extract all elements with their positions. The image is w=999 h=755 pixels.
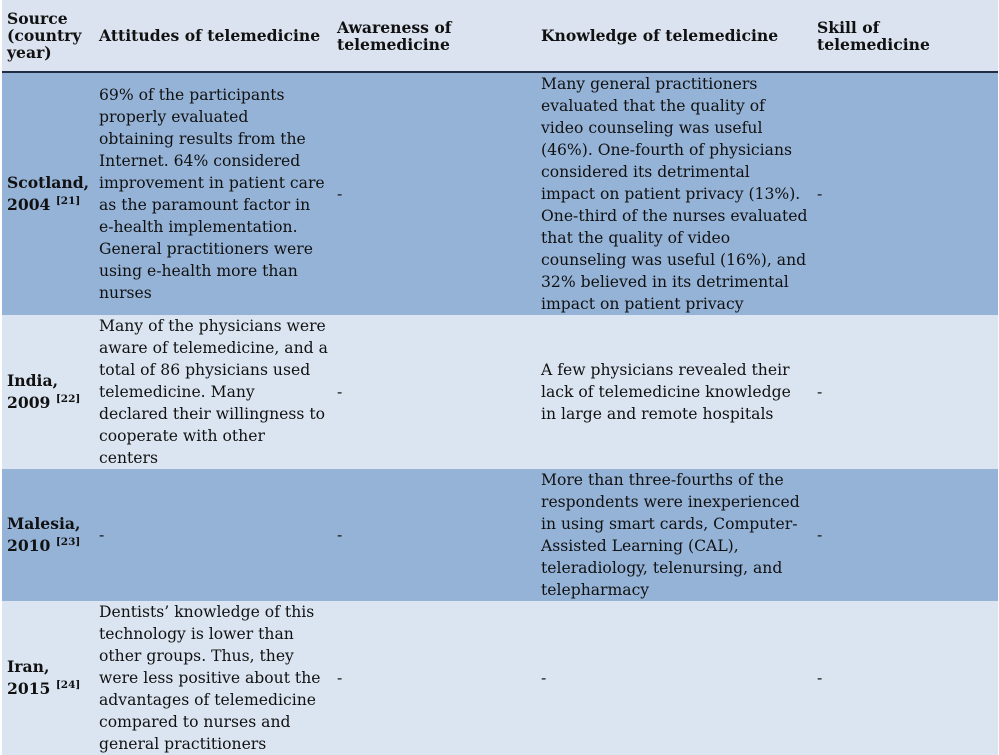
reference: [23] (55, 535, 81, 548)
source-cell (2, 469, 94, 601)
header-source: Source (country year) (2, 0, 94, 72)
knowledge-cell: A few physicians revealed their lack of telemedicine knowledge in large and remote hospitals (541, 361, 791, 423)
knowledge-cell: Many general practitioners evaluated that the quality of video counseling was useful (46%). One-fourth of physicians considered its detrimental impact on patient privacy (13%). One-third of the nurses evaluated that the quality of video counseling was useful (16%), and 32% believed in its detrimental impact on patient privacy (541, 75, 808, 313)
awareness-cell: - (337, 383, 343, 401)
reference: [24] (55, 678, 81, 691)
skill-cell: - (817, 383, 823, 401)
attitudes-cell: 69% of the participants properly evaluated obtaining results from the Internet. 64% considered improvement in patient care as the paramount factor in e-health implementation. General practitioners were using e-health more than nurses (99, 86, 325, 302)
telemedicine-table (2, 0, 998, 755)
source-text: Malesia, 2010 (7, 514, 81, 555)
awareness-cell: - (337, 669, 343, 687)
skill-cell: - (817, 526, 823, 544)
header-row (2, 0, 998, 72)
knowledge-cell: More than three-fourths of the respondents were inexperienced in using smart cards, Computer-Assisted Learning (CAL), teleradiology, telenursing, and telepharmacy (541, 471, 800, 599)
source-cell (2, 601, 94, 755)
table-row (2, 601, 998, 755)
header-skill: Skill of telemedicine (812, 0, 998, 72)
header-knowledge: Knowledge of telemedicine (536, 0, 812, 72)
knowledge-cell: - (541, 669, 547, 687)
source-cell (2, 315, 94, 469)
table-row (2, 469, 998, 601)
source-text: India, 2009 (7, 371, 58, 412)
source-cell (2, 72, 94, 315)
awareness-cell: - (337, 526, 343, 544)
reference: [22] (55, 392, 81, 405)
source-text: Iran, 2015 (7, 657, 51, 698)
awareness-cell: - (337, 185, 343, 203)
source-text: Scotland, 2004 (7, 173, 90, 214)
table-row (2, 72, 998, 315)
header-attitudes: Attitudes of telemedicine (94, 0, 332, 72)
header-awareness: Awareness of telemedicine (332, 0, 536, 72)
attitudes-cell: Dentists’ knowledge of this technology is lower than other groups. Thus, they were less positive about the advantages of telemedicine compared to nurses and general practitioners (99, 603, 321, 753)
table-row (2, 315, 998, 469)
attitudes-cell: - (99, 526, 105, 544)
skill-cell: - (817, 669, 823, 687)
skill-cell: - (817, 185, 823, 203)
reference: [21] (55, 194, 81, 207)
attitudes-cell: Many of the physicians were aware of telemedicine, and a total of 86 physicians used telemedicine. Many declared their willingness to cooperate with other centers (99, 317, 328, 467)
